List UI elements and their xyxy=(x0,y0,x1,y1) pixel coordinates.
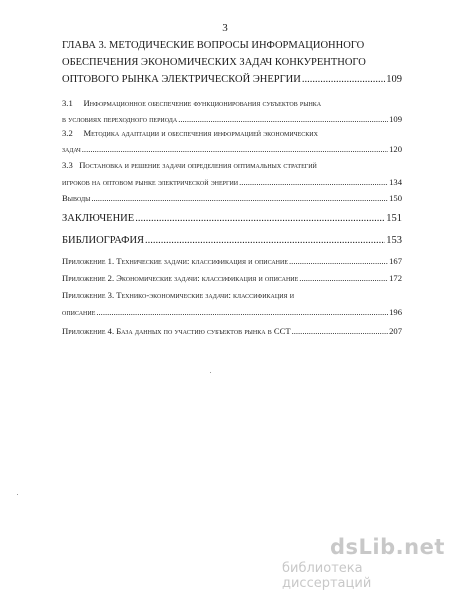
chapter-3-toc-line xyxy=(62,74,402,85)
watermark-subtitle: библиотека диссертаций xyxy=(282,561,372,591)
section-3-3-title: Постановка и решение задачи определения оптимальных стратегий xyxy=(79,160,317,170)
leader-dots xyxy=(302,74,385,85)
zaklyuchenie-label: ЗАКЛЮЧЕНИЕ xyxy=(62,213,135,224)
section-3-2-page: 120 xyxy=(389,144,402,154)
leader-dots xyxy=(239,177,388,187)
page-number: 3 xyxy=(222,22,228,34)
leader-dots xyxy=(91,193,388,203)
chapter-3-title-line-2: ОБЕСПЕЧЕНИЯ ЭКОНОМИЧЕСКИХ ЗАДАЧ КОНКУРЕНТНОГО xyxy=(62,57,366,68)
conclusions-label: Выводы xyxy=(62,193,91,203)
leader-dots xyxy=(135,213,385,224)
section-3-2-title: Методика адаптации и обеспечения информацией экономических xyxy=(83,128,318,138)
chapter-3-page: 109 xyxy=(386,74,402,85)
leader-dots xyxy=(82,144,388,154)
appendix-1-page: 167 xyxy=(389,256,402,266)
bibliography-page: 153 xyxy=(386,235,402,246)
section-3-1-number: 3.1 xyxy=(62,98,73,108)
conclusions-page: 150 xyxy=(389,193,402,203)
section-3-3-title-cont: игроков на оптовом рынке электрической энергии xyxy=(62,177,239,187)
zaklyuchenie-toc-line xyxy=(62,213,402,224)
leader-dots xyxy=(299,273,388,283)
section-3-3-toc-line xyxy=(62,177,402,187)
appendix-2-toc-line xyxy=(62,273,402,283)
section-3-3-page: 134 xyxy=(389,177,402,187)
leader-dots xyxy=(145,235,385,246)
appendix-4-title: Приложение 4. База данных по участию субъектов рынка в ССТ xyxy=(62,326,291,336)
appendix-2-title: Приложение 2. Экономические задачи: классификация и описание xyxy=(62,273,299,283)
section-3-1-page: 109 xyxy=(389,114,402,124)
scan-speck xyxy=(210,372,211,373)
appendix-4-page: 207 xyxy=(389,326,402,336)
leader-dots xyxy=(96,307,388,317)
appendix-3-page: 196 xyxy=(389,307,402,317)
section-3-1-line-1 xyxy=(62,98,321,108)
bibliography-label: БИБЛИОГРАФИЯ xyxy=(62,235,145,246)
section-3-2-number: 3.2 xyxy=(62,128,73,138)
section-3-1-title: Информационное обеспечение функционирования субъектов рынка xyxy=(83,98,322,108)
watermark-logo: dsLib.net xyxy=(330,535,445,559)
section-3-2-title-cont: задач xyxy=(62,144,81,154)
chapter-3-title-line-3: ОПТОВОГО РЫНКА ЭЛЕКТРИЧЕСКОЙ ЭНЕРГИИ xyxy=(62,74,301,85)
section-3-3-line-1 xyxy=(62,160,317,170)
zaklyuchenie-page: 151 xyxy=(386,213,402,224)
appendix-3-title: Приложение 3. Технико-экономические задачи: классификация и xyxy=(62,290,295,300)
appendix-1-toc-line xyxy=(62,256,402,266)
appendix-3-toc-line xyxy=(62,307,402,317)
appendix-2-page: 172 xyxy=(389,273,402,283)
section-3-2-toc-line xyxy=(62,144,402,154)
bibliography-toc-line xyxy=(62,235,402,246)
conclusions-toc-line xyxy=(62,193,402,203)
appendix-3-title-cont: описание xyxy=(62,307,96,317)
scan-speck xyxy=(17,494,18,495)
leader-dots xyxy=(292,326,389,336)
section-3-1-title-cont: в условиях переходного периода xyxy=(62,114,178,124)
section-3-2-line-1 xyxy=(62,128,318,138)
appendix-1-title: Приложение 1. Технические задачи: классификация и описание xyxy=(62,256,289,266)
chapter-3-title-line-1: ГЛАВА 3. МЕТОДИЧЕСКИЕ ВОПРОСЫ ИНФОРМАЦИОННОГО xyxy=(62,40,365,51)
leader-dots xyxy=(289,256,388,266)
leader-dots xyxy=(178,114,388,124)
appendix-4-toc-line xyxy=(62,326,402,336)
section-3-1-toc-line xyxy=(62,114,402,124)
section-3-3-number: 3.3 xyxy=(62,160,73,170)
